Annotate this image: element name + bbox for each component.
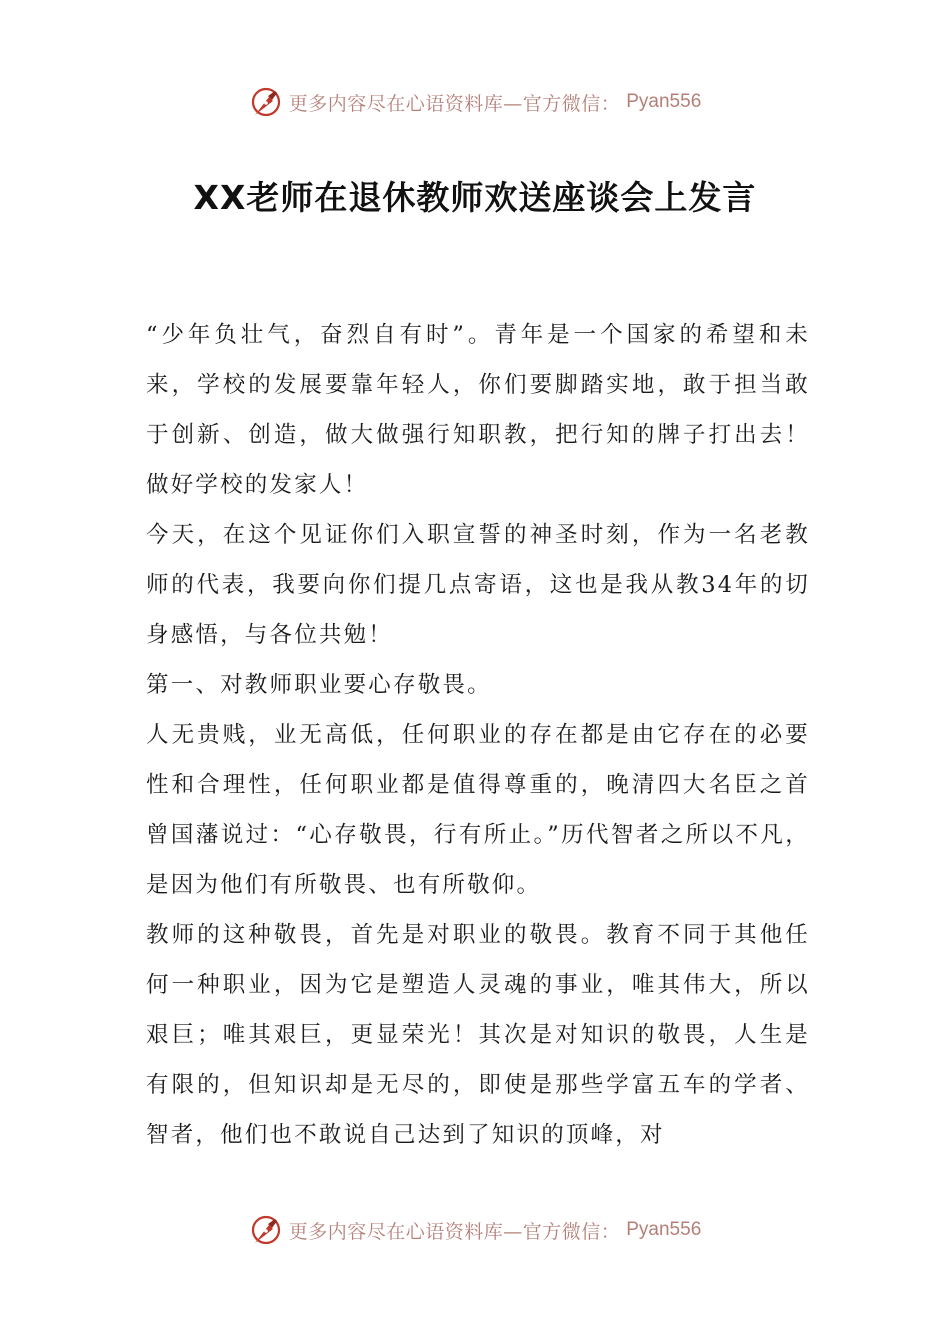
paragraph: “少年负壮气，奋烈自有时”。青年是一个国家的希望和未来，学校的发展要靠年轻人，你们要脚踏实地，敢于担当敢于创新、创造，做大做强行知职教，把行知的牌子打出去！做好学校的发家人！ [146,322,810,498]
document-title: XX老师在退休教师欢送座谈会上发言 [193,178,757,217]
pen-nib-logo-icon [249,85,283,119]
paragraph: 今天，在这个见证你们入职宣誓的神圣时刻，作为一名老教师的代表，我要向你们提几点寄语，这也是我从教34年的切身感悟，与各位共勉！ [146,522,810,648]
banner-wechat-id: Pyan556 [626,91,702,112]
footer-banner [0,1210,950,1250]
section-heading: 第一、对教师职业要心存敬畏。 [146,672,492,698]
header-banner [0,82,950,122]
banner-wechat-id: Pyan556 [626,1219,702,1240]
paragraph: 人无贵贱，业无高低，任何职业的存在都是由它存在的必要性和合理性，任何职业都是值得尊重的，晚清四大名臣之首曾国藩说过：“心存敬畏，行有所止。”历代智者之所以不凡，是因为他们有所敬畏、也有所敬仰。 [146,722,810,898]
paragraph: 教师的这种敬畏，首先是对职业的敬畏。教育不同于其他任何一种职业，因为它是塑造人灵魂的事业，唯其伟大，所以艰巨；唯其艰巨，更显荣光！其次是对知识的敬畏，人生是有限的，但知识却是无尽的，即使是那些学富五车的学者、智者，他们也不敢说自己达到了知识的顶峰，对 [146,922,810,1148]
document-body [146,310,810,1160]
banner-text: 更多内容尽在心语资料库—官方微信： [288,92,621,115]
pen-nib-logo-icon [249,1213,283,1247]
banner-text: 更多内容尽在心语资料库—官方微信： [288,1220,621,1243]
